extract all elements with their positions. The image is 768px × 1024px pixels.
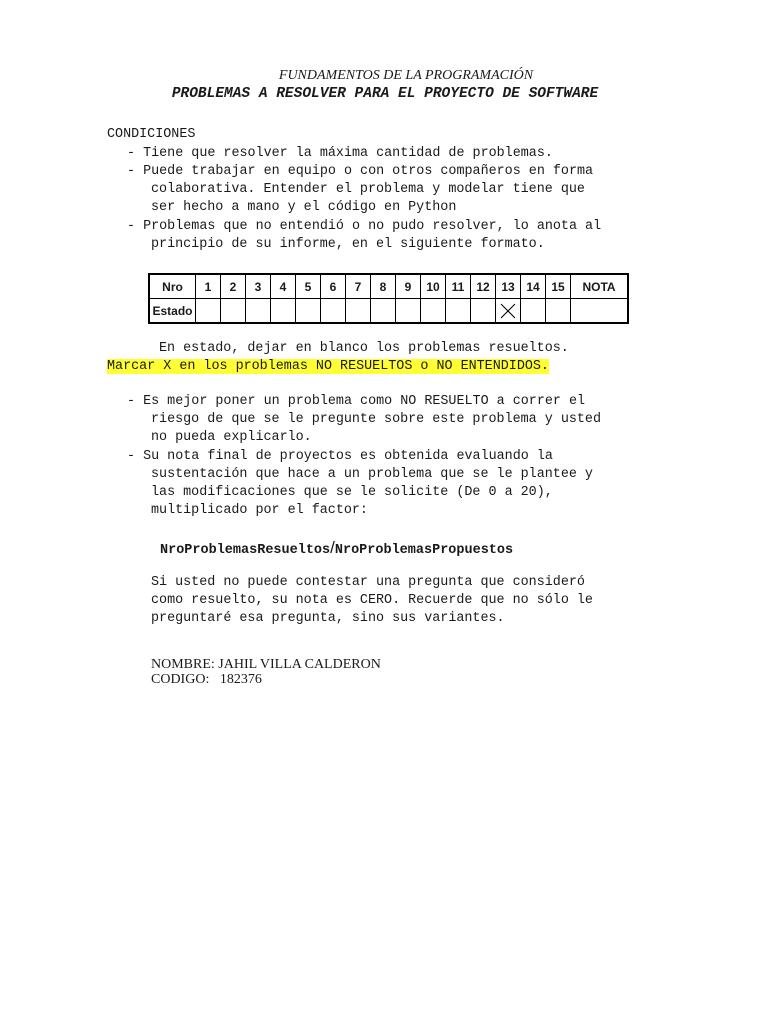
note-line: riesgo de que se le pregunte sobre este problema y usted	[151, 412, 601, 427]
table-cell: Nro	[149, 274, 196, 299]
table-cell: 12	[471, 274, 496, 299]
note-line: no pueda explicarlo.	[151, 430, 312, 445]
conditions-heading: CONDICIONES	[107, 127, 196, 142]
condition-line: colaborativa. Entender el problema y modelar tiene que	[151, 182, 585, 197]
table-cell: 1	[196, 274, 221, 299]
note-line: multiplicado por el factor:	[151, 503, 368, 518]
warning-line: como resuelto, su nota es CERO. Recuerde que no sólo le	[151, 593, 593, 608]
table-row	[149, 299, 628, 324]
condition-line: - Puede trabajar en equipo o con otros compañeros en forma	[127, 164, 594, 179]
table-cell: 10	[421, 274, 446, 299]
formula-numerator: NroProblemasResueltos	[160, 543, 331, 558]
note-line: sustentación que hace a un problema que se le plantee y	[151, 467, 593, 482]
table-cell: Estado	[149, 299, 196, 324]
page-title: PROBLEMAS A RESOLVER PARA EL PROYECTO DE SOFTWARE	[171, 86, 599, 102]
table-cell: NOTA	[571, 274, 629, 299]
table-cell: 9	[396, 274, 421, 299]
formula-slash: /	[330, 538, 335, 557]
status-cell	[196, 299, 221, 324]
highlighted-instruction: Marcar X en los problemas NO RESUELTOS o NO ENTENDIDOS.	[107, 359, 549, 374]
table-cell: 7	[346, 274, 371, 299]
grade-cell	[571, 299, 629, 324]
table-cell: 6	[321, 274, 346, 299]
factor-formula	[160, 538, 513, 558]
status-cell	[271, 299, 296, 324]
status-cell-marked	[496, 299, 521, 324]
status-cell	[371, 299, 396, 324]
status-cell	[321, 299, 346, 324]
student-code: CODIGO: 182376	[151, 672, 262, 687]
status-cell	[471, 299, 496, 324]
status-table	[148, 273, 629, 324]
note-line: - Su nota final de proyectos es obtenida evaluando la	[127, 449, 553, 464]
table-cell: 3	[246, 274, 271, 299]
status-cell	[246, 299, 271, 324]
table-cell: 13	[496, 274, 521, 299]
condition-line: ser hecho a mano y el código en Python	[151, 200, 457, 215]
instruction-line: En estado, dejar en blanco los problemas resueltos.	[159, 341, 569, 356]
note-line: - Es mejor poner un problema como NO RESUELTO a correr el	[127, 394, 586, 409]
table-cell: 2	[221, 274, 246, 299]
table-cell: 8	[371, 274, 396, 299]
table-row	[149, 274, 628, 299]
course-title: FUNDAMENTOS DE LA PROGRAMACIÓN	[278, 68, 534, 83]
table-cell: 14	[521, 274, 546, 299]
student-name: NOMBRE: JAHIL VILLA CALDERON	[151, 657, 381, 672]
table-cell: 15	[546, 274, 571, 299]
status-cell	[296, 299, 321, 324]
status-cell	[446, 299, 471, 324]
table-cell: 5	[296, 274, 321, 299]
warning-line: Si usted no puede contestar una pregunta que consideró	[151, 575, 585, 590]
status-cell	[521, 299, 546, 324]
table-cell: 4	[271, 274, 296, 299]
condition-line: principio de su informe, en el siguiente formato.	[151, 237, 545, 252]
condition-line: - Tiene que resolver la máxima cantidad de problemas.	[127, 146, 553, 161]
note-line: las modificaciones que se le solicite (De 0 a 20),	[151, 485, 553, 500]
status-cell	[421, 299, 446, 324]
status-cell	[221, 299, 246, 324]
x-mark-icon	[498, 301, 518, 321]
condition-line: - Problemas que no entendió o no pudo resolver, lo anota al	[127, 219, 602, 234]
status-cell	[346, 299, 371, 324]
status-cell	[546, 299, 571, 324]
warning-line: preguntaré esa pregunta, sino sus variantes.	[151, 611, 505, 626]
formula-denominator: NroProblemasPropuestos	[334, 543, 514, 558]
status-cell	[396, 299, 421, 324]
table-cell: 11	[446, 274, 471, 299]
